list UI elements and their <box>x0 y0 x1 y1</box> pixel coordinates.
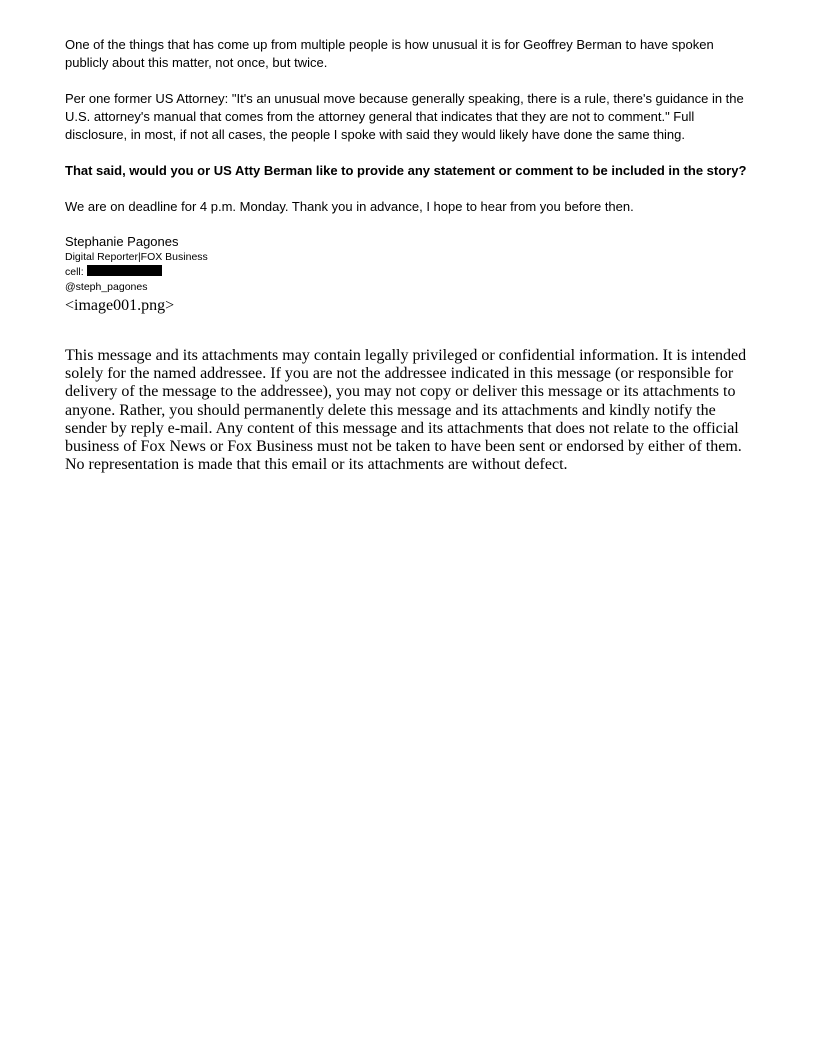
image-placeholder: <image001.png> <box>65 297 175 314</box>
redaction-bar <box>87 265 162 276</box>
email-paragraph-2: Per one former US Attorney: "It's an unusual move because generally speaking, there is a rule, there's guidance in the U.S. attorney's manual that comes from the attorney general that indicates that they are not to comment." Full disclosure, in most, if not all cases, the people I spoke with said they would likely have done the same thing. <box>65 91 744 142</box>
email-document <box>65 36 755 474</box>
signature-cell <box>65 265 755 280</box>
signature-handle: @steph_pagones <box>65 281 148 293</box>
email-deadline: We are on deadline for 4 p.m. Monday. Thank you in advance, I hope to hear from you before then. <box>65 199 634 214</box>
email-paragraph-1: One of the things that has come up from multiple people is how unusual it is for Geoffrey Berman to have spoken publicly about this matter, not once, but twice. <box>65 37 714 70</box>
legal-disclaimer: This message and its attachments may contain legally privileged or confidential information. It is intended solely for the named addressee. If you are not the addressee indicated in this message (or responsible for delivery of the message to the addressee), you may not copy or deliver this message or its attachments to anyone. Rather, you should permanently delete this message and its attachments and kindly notify the sender by reply e-mail. Any content of this message and its attachments that does not relate to the official business of Fox News or Fox Business must not be taken to have been sent or endorsed by either of them. No representation is made that this email or its attachments are without defect. <box>65 347 747 474</box>
signature-cell-label: cell: <box>65 266 84 278</box>
email-question: That said, would you or US Atty Berman like to provide any statement or comment to be included in the story? <box>65 163 747 178</box>
signature-block <box>65 234 755 315</box>
signature-title: Digital Reporter|FOX Business <box>65 251 208 263</box>
signature-name: Stephanie Pagones <box>65 234 179 249</box>
